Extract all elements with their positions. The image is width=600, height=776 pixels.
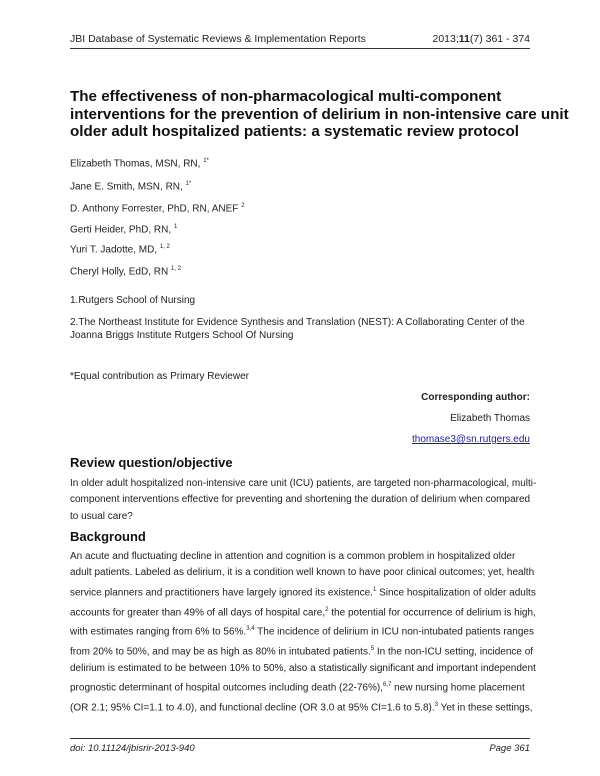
journal-name: JBI Database of Systematic Reviews & Implementation Reports	[70, 33, 366, 45]
paper-title: The effectiveness of non-pharmacological multi-component interventions for the prevention of delirium in non-intensive care unit older adult hospitalized patients: a systematic review protocol	[70, 88, 569, 140]
affiliation-1: 1.Rutgers School of Nursing	[70, 295, 196, 306]
author-6: Cheryl Holly, EdD, RN $^{1, 2}$	[70, 266, 181, 278]
background-text: An acute and fluctuating decline in attention and cognition is a common problem in hospitalized older adult patients. Labeled as delirium, it is a condition well known to have poor clinical outcomes; yet, health service planners and practitioners have largely ignored its existence.$^1$ Since hospitalization of older adults accounts for greater than 49% of all days of hospital care,$^2$ the potential for occurrence of delirium is high, with estimates ranging from 6% to 56%.$^{3,4}$ The incidence of delirium in ICU non-intubated patients ranges from 20% to 50%, and may be as high as 80% in intubated patients.$^5$ In the non-ICU setting, incidence of delirium is estimated to be between 10% to 50%, also a statistically significant and important independent prognostic determinant of hospital outcomes including death (22-76%),$^{6,7}$ new nursing home placement (OR 2.1; 95% CI=1.1 to 4.0), and functional decline (OR 3.0 at 95% CI=1.6 to 5.8).$^3$ Yet in these settings,	[70, 551, 536, 714]
page-number: Page 361	[489, 743, 530, 754]
running-header	[70, 33, 530, 49]
affiliation-2: 2.The Northeast Institute for Evidence Synthesis and Translation (NEST): A Collaborating Center of the Joanna Briggs Institute Rutgers School Of Nursing	[70, 317, 525, 341]
equal-contribution-note: *Equal contribution as Primary Reviewer	[70, 371, 249, 382]
page-footer	[70, 738, 530, 754]
review-question-heading: Review question/objective	[70, 455, 233, 470]
issue-info: 2013;11(7) 361 - 374	[432, 33, 530, 45]
author-5: Yuri T. Jadotte, MD, $^{1, 2}$	[70, 244, 170, 256]
author-4: Gerti Heider, PhD, RN, $^1$	[70, 224, 178, 236]
corresponding-author-name: Elizabeth Thomas	[450, 413, 530, 424]
author-1: Elizabeth Thomas, MSN, RN, $^{1*}$	[70, 158, 209, 170]
review-question-text: In older adult hospitalized non-intensive care unit (ICU) patients, are targeted non-pharmacological, multi- component interventions effective for preventing and shortening the duration of delirium when compared to usual care?	[70, 478, 537, 522]
background-heading: Background	[70, 529, 146, 544]
corresponding-author-email[interactable]: thomase3@sn.rutgers.edu	[412, 434, 530, 445]
author-3: D. Anthony Forrester, PhD, RN, ANEF $^2$	[70, 203, 245, 215]
corresponding-author-label: Corresponding author:	[421, 392, 530, 403]
doi: doi: 10.11124/jbisrir-2013-940	[70, 743, 195, 754]
author-2: Jane E. Smith, MSN, RN, $^{1*}$	[70, 181, 192, 193]
